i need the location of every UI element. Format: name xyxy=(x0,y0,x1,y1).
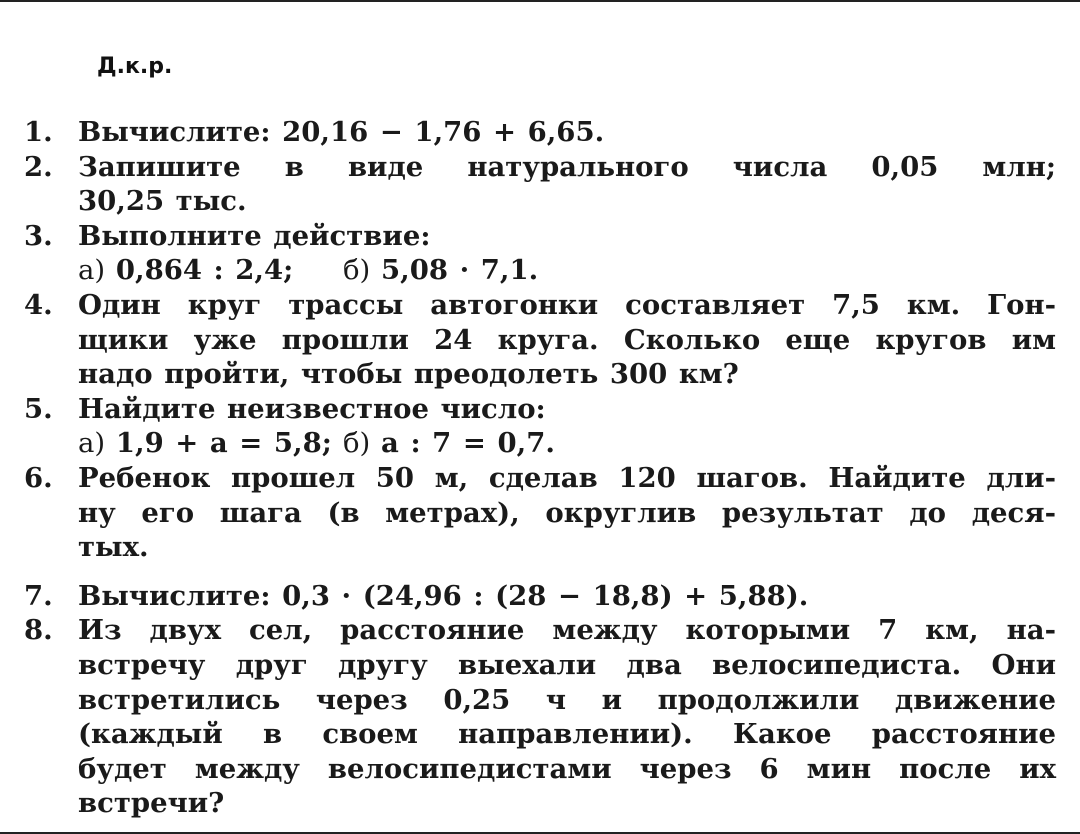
subtask-b xyxy=(343,253,538,288)
subtask-b-value: a : 7 = 0,7. xyxy=(381,427,555,460)
subtask-b xyxy=(343,426,555,461)
problem-7 xyxy=(24,579,1056,614)
problem-number: 8. xyxy=(24,614,53,647)
problem-text-line: будет между велосипедистами через 6 мин после их xyxy=(78,752,1056,785)
subtask-row xyxy=(78,253,1056,288)
subtask-a-value: 0,864 : 2,4; xyxy=(115,254,294,287)
subtask-a xyxy=(78,253,343,288)
problem-1 xyxy=(24,115,1056,150)
problem-text-line: Вычислите: 20,16 − 1,76 + 6,65. xyxy=(78,116,605,148)
subtask-a-label: а) xyxy=(78,254,106,287)
problem-5 xyxy=(24,392,1056,461)
problem-number: 4. xyxy=(24,288,53,321)
problem-number: 5. xyxy=(24,392,53,425)
problem-text-line: (каждый в своем направлении). Какое расстояние xyxy=(78,718,1056,751)
subtask-b-value: 5,08 · 7,1. xyxy=(381,254,539,287)
problem-text-line: встречу друг другу выехали два велосипедиста. Они xyxy=(78,648,1056,681)
problem-number: 1. xyxy=(24,116,53,148)
problem-number: 3. xyxy=(24,219,53,252)
problem-2 xyxy=(24,150,1056,219)
problem-4 xyxy=(24,288,1056,392)
problem-text-line: встречи? xyxy=(78,787,225,820)
subtask-a xyxy=(78,426,343,461)
problem-text-line: щики уже прошли 24 круга. Сколько еще кругов им xyxy=(78,323,1056,356)
problem-text-line: Выполните действие: xyxy=(78,219,431,252)
problem-text-line: Один круг трассы автогонки составляет 7,5 км. Гон- xyxy=(78,288,1056,321)
problem-text-line: Запишите в виде натурального числа 0,05 млн; xyxy=(78,150,1056,183)
problem-number: 7. xyxy=(24,579,53,612)
subtask-row xyxy=(78,426,1056,461)
problem-text-line: Вычислите: 0,3 · (24,96 : (28 − 18,8) + 5,88). xyxy=(78,579,809,612)
problem-text-line: встретились через 0,25 ч и продолжили движение xyxy=(78,683,1056,716)
subtask-a-value: 1,9 + a = 5,8; xyxy=(115,427,332,460)
problem-text-line: тых. xyxy=(78,531,149,564)
problem-number: 2. xyxy=(24,150,53,183)
problem-list xyxy=(24,115,1056,821)
subtask-b-label: б) xyxy=(343,427,371,460)
problem-text-line: Найдите неизвестное число: xyxy=(78,392,546,425)
problem-8 xyxy=(24,613,1056,821)
problem-text-line: Ребенок прошел 50 м, сделав 120 шагов. Найдите дли- xyxy=(78,461,1056,494)
problem-3 xyxy=(24,219,1056,288)
subtask-a-label: а) xyxy=(78,427,106,460)
subtask-b-label: б) xyxy=(343,254,371,287)
page-title: Д.к.р. xyxy=(97,54,173,79)
problem-text-line: ну его шага (в метрах), округлив результат до деся- xyxy=(78,496,1056,529)
problem-text-line: 30,25 тыс. xyxy=(78,185,247,218)
problem-text-line: Из двух сел, расстояние между которыми 7 км, на- xyxy=(78,614,1056,647)
problem-number: 6. xyxy=(24,461,53,494)
problem-text-line: надо пройти, чтобы преодолеть 300 км? xyxy=(78,358,739,391)
problem-6 xyxy=(24,461,1056,565)
